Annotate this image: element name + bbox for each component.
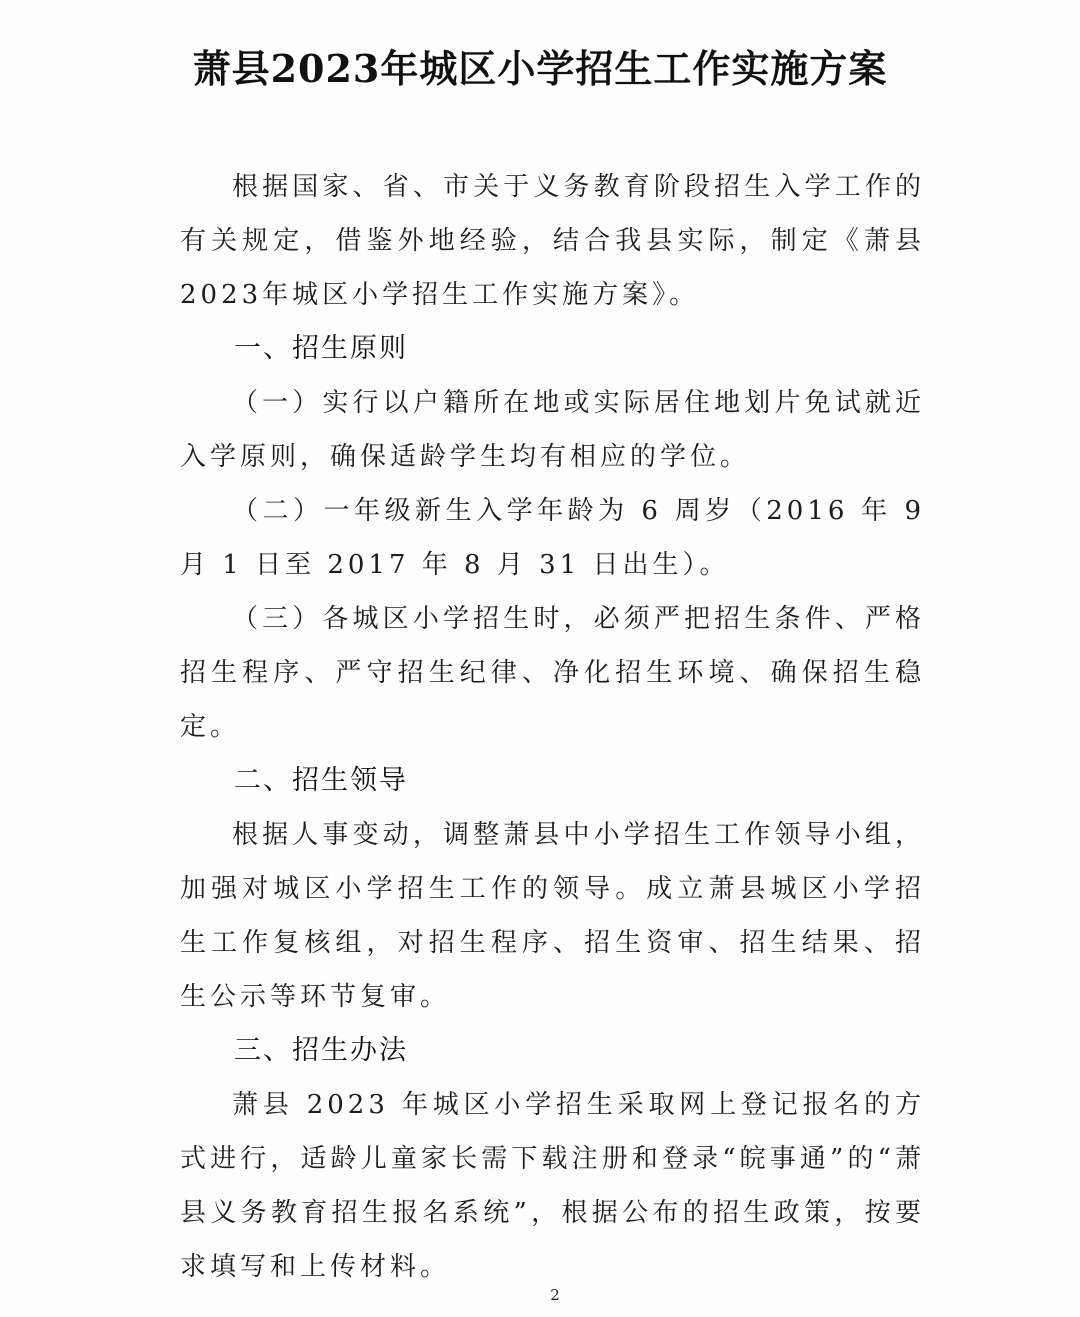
section-paragraph: （三）各城区小学招生时，必须严把招生条件、严格招生程序、严守招生纪律、净化招生环境、确保招生稳定。 xyxy=(180,604,925,742)
section-paragraph: （一）实行以户籍所在地或实际居住地划片免试就近入学原则，确保适龄学生均有相应的学位。 xyxy=(180,388,925,472)
section-methods xyxy=(180,1024,925,1294)
section-heading: 二、招生领导 xyxy=(234,765,408,796)
section-paragraph: 萧县 2023 年城区小学招生采取网上登记报名的方式进行，适龄儿童家长需下载注册和登录“皖事通”的“萧县义务教育招生报名系统”，根据公布的招生政策，按要求填写和上传材料。 xyxy=(180,1090,925,1282)
section-paragraph: （二）一年级新生入学年龄为 6 周岁（2016 年 9 月 1 日至 2017 年 8 月 31 日出生）。 xyxy=(180,496,925,580)
document-body xyxy=(180,160,925,1294)
intro-paragraph: 根据国家、省、市关于义务教育阶段招生入学工作的有关规定，借鉴外地经验，结合我县实际，制定《萧县2023年城区小学招生工作实施方案》。 xyxy=(180,172,925,310)
section-heading: 一、招生原则 xyxy=(234,333,408,364)
section-principles xyxy=(180,322,925,754)
section-leadership xyxy=(180,754,925,1024)
page-number: 2 xyxy=(550,1286,560,1304)
section-heading: 三、招生办法 xyxy=(234,1035,408,1066)
section-paragraph: 根据人事变动，调整萧县中小学招生工作领导小组，加强对城区小学招生工作的领导。成立萧县城区小学招生工作复核组，对招生程序、招生资审、招生结果、招生公示等环节复审。 xyxy=(180,820,925,1012)
document-title: 萧县2023年城区小学招生工作实施方案 xyxy=(192,46,888,91)
